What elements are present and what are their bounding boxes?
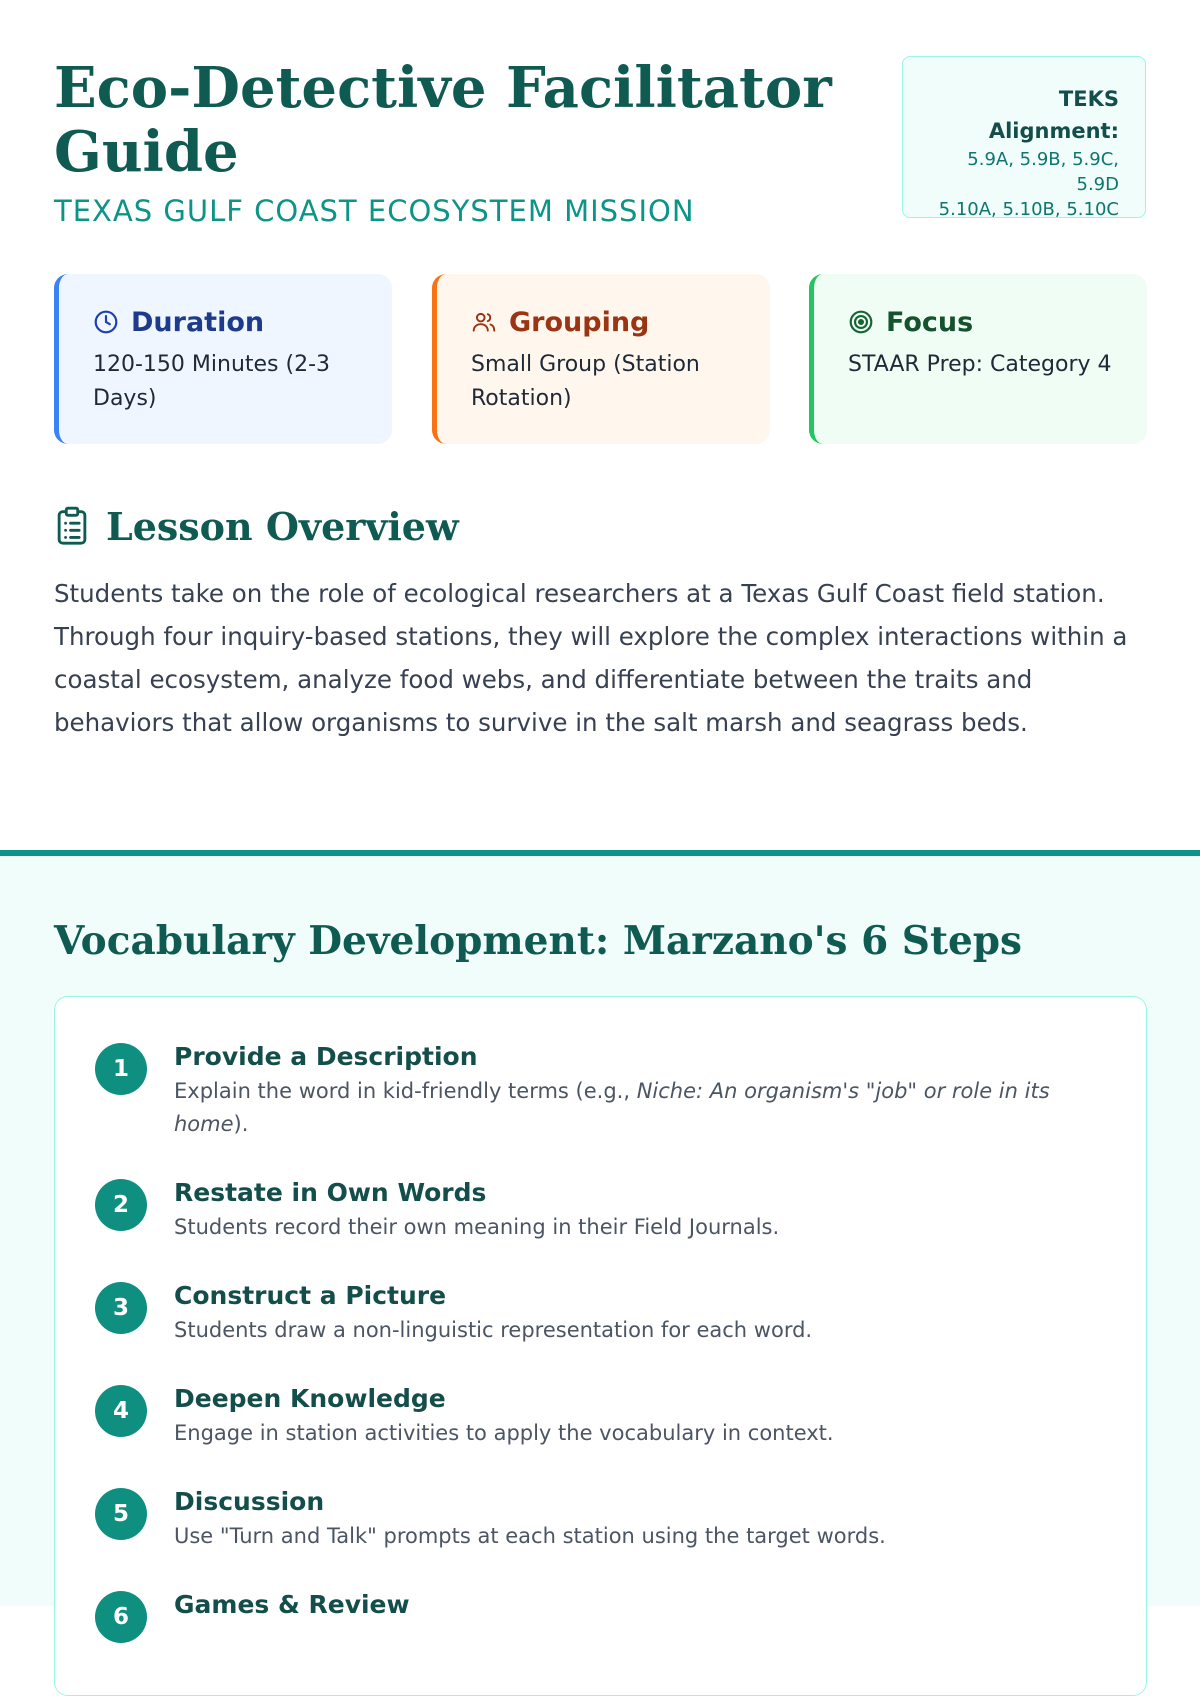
info-cards <box>54 274 1147 444</box>
teks-line: 5.9D <box>1076 174 1119 195</box>
step-title: Construct a Picture <box>174 1281 447 1310</box>
duration-text: 120-150 Minutes (2-3 Days) <box>93 352 331 411</box>
step-description: Students draw a non-linguistic representation for each word. <box>174 1318 813 1342</box>
step-description: Engage in station activities to apply the vocabulary in context. <box>174 1421 834 1445</box>
step-title: Games & Review <box>174 1590 410 1619</box>
clock-icon <box>93 309 119 335</box>
header <box>54 56 1146 236</box>
step-number: 1 <box>95 1043 147 1095</box>
vocabulary-section <box>0 850 1200 1630</box>
users-icon <box>471 309 497 335</box>
step-title: Deepen Knowledge <box>174 1384 446 1413</box>
teks-line: 5.9A, 5.9B, 5.9C, <box>967 149 1119 170</box>
duration-title: Duration <box>131 306 265 338</box>
focus-text: STAAR Prep: Category 4 <box>848 352 1112 377</box>
grouping-text: Small Group (Station Rotation) <box>471 352 700 411</box>
step-description: Students record their own meaning in their Field Journals. <box>174 1215 780 1239</box>
page-title: Eco-Detective Facilitator Guide <box>54 55 832 185</box>
clipboard-icon <box>54 506 90 546</box>
teks-line: 5.10A, 5.10B, 5.10C <box>938 199 1119 220</box>
step-number: 3 <box>95 1282 147 1334</box>
focus-title: Focus <box>886 306 974 338</box>
step-title: Discussion <box>174 1487 325 1516</box>
page-subtitle: TEXAS GULF COAST ECOSYSTEM MISSION <box>54 194 695 228</box>
step-number: 6 <box>95 1591 147 1643</box>
overview-heading <box>54 500 459 552</box>
target-icon <box>848 309 874 335</box>
teks-alignment-box <box>902 56 1146 218</box>
teks-label: TEKS Alignment: <box>988 87 1119 143</box>
grouping-card <box>432 274 770 444</box>
grouping-title: Grouping <box>509 306 650 338</box>
overview-title: Lesson Overview <box>106 503 459 549</box>
step-number: 5 <box>95 1488 147 1540</box>
overview-text: Students take on the role of ecological researchers at a Texas Gulf Coast field station. Through four inquiry-based stations, they will explore the complex interactions within a coastal ecosystem, analyze food webs, and differentiate between the traits and behaviors that allow organisms to survive in the salt marsh and seagrass beds. <box>54 579 1128 737</box>
step-description: Use "Turn and Talk" prompts at each station using the target words. <box>174 1524 886 1548</box>
step-number: 2 <box>95 1179 147 1231</box>
focus-card <box>809 274 1147 444</box>
step-description: Explain the word in kid-friendly terms (e.g., Niche: An organism's "job" or role in its home). <box>174 1079 1050 1136</box>
step-number: 4 <box>95 1385 147 1437</box>
step-title: Provide a Description <box>174 1042 478 1071</box>
step-title: Restate in Own Words <box>174 1178 487 1207</box>
steps-list <box>54 996 1147 1696</box>
duration-card <box>54 274 392 444</box>
vocabulary-title: Vocabulary Development: Marzano's 6 Steps <box>54 918 1023 964</box>
